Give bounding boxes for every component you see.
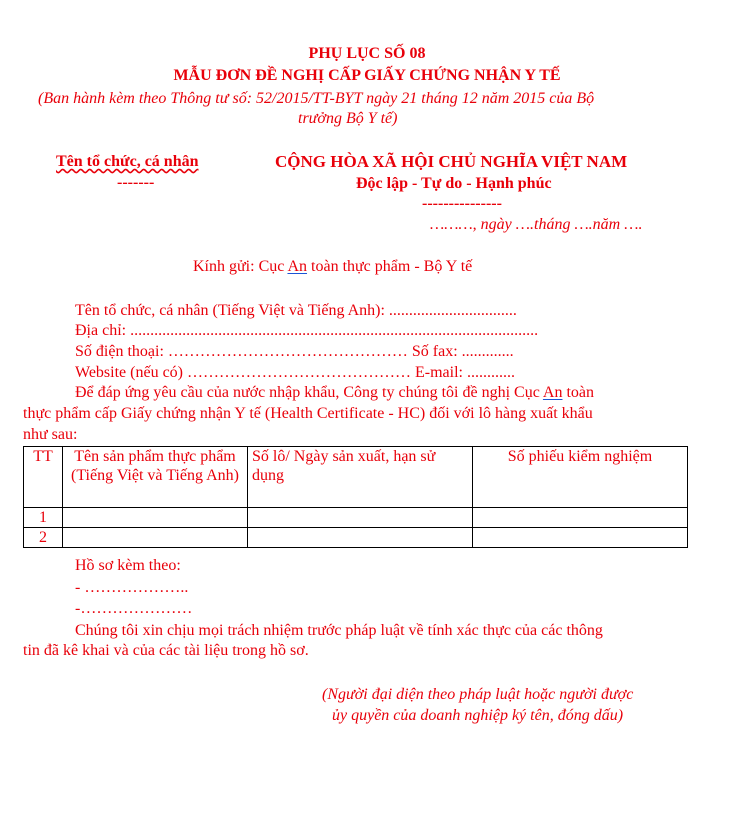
request-line1-underlined: An bbox=[542, 384, 563, 401]
request-line1-prefix: Để đáp ứng yêu cầu của nước nhập khẩu, Công ty chúng tôi đề nghị Cục bbox=[75, 384, 543, 401]
commitment-line2: tin đã kê khai và của các tài liệu trong hồ sơ. bbox=[23, 642, 309, 659]
attachment-item-1: - ……………….. bbox=[75, 579, 189, 596]
organization-name-label: Tên tổ chức, cá nhân bbox=[56, 153, 199, 170]
issued-note-line1: (Ban hành kèm theo Thông tư số: 52/2015/TT-BYT ngày 21 tháng 12 năm 2015 của Bộ bbox=[38, 90, 595, 107]
row-tt: 1 bbox=[24, 508, 63, 528]
attachments-label: Hồ sơ kèm theo: bbox=[75, 557, 181, 574]
table-header-row bbox=[24, 447, 688, 508]
row-test-cell[interactable] bbox=[473, 508, 688, 528]
recipient-prefix: Kính gửi: Cục bbox=[193, 258, 288, 275]
signature-note-line2: ủy quyền của doanh nghiệp ký tên, đóng dấu) bbox=[332, 707, 624, 724]
header-tt: TT bbox=[24, 447, 63, 508]
recipient-underlined: An bbox=[287, 258, 308, 275]
row-product-cell[interactable] bbox=[63, 528, 248, 548]
table-row bbox=[24, 528, 688, 548]
signature-note-line1: (Người đại diện theo pháp luật hoặc người được bbox=[322, 686, 634, 703]
annex-number: PHỤ LỤC SỐ 08 bbox=[308, 45, 426, 62]
request-line1-suffix: toàn bbox=[562, 384, 595, 401]
row-lot-cell[interactable] bbox=[248, 528, 473, 548]
header-test-number: Số phiếu kiểm nghiệm bbox=[473, 447, 688, 508]
motto: Độc lập - Tự do - Hạnh phúc bbox=[356, 175, 552, 192]
nation-heading: CỘNG HÒA XÃ HỘI CHỦ NGHĨA VIỆT NAM bbox=[275, 152, 628, 171]
attachment-item-2: -………………… bbox=[75, 600, 193, 617]
row-product-cell[interactable] bbox=[63, 508, 248, 528]
header-product: Tên sản phẩm thực phẩm (Tiếng Việt và Tiếng Anh) bbox=[63, 447, 248, 508]
header-lot: Số lô/ Ngày sản xuất, hạn sử dụng bbox=[248, 447, 473, 508]
org-name-field: Tên tổ chức, cá nhân (Tiếng Việt và Tiếng Anh): ................................ bbox=[75, 302, 517, 319]
website-email-field: Website (nếu có) …………………………………… E-mail: ............ bbox=[75, 364, 515, 381]
row-tt: 2 bbox=[24, 528, 63, 548]
recipient-suffix: toàn thực phẩm - Bộ Y tế bbox=[307, 258, 473, 275]
left-separator: ------- bbox=[117, 174, 155, 191]
phone-fax-field: Số điện thoại: ……………………………………… Số fax: ............. bbox=[75, 343, 514, 360]
product-table bbox=[23, 446, 688, 548]
table-row bbox=[24, 508, 688, 528]
request-line1 bbox=[75, 384, 594, 402]
form-title: MẪU ĐƠN ĐỀ NGHỊ CẤP GIẤY CHỨNG NHẬN Y TẾ bbox=[173, 67, 561, 84]
commitment-line1: Chúng tôi xin chịu mọi trách nhiệm trước pháp luật về tính xác thực của các thông bbox=[75, 622, 603, 639]
row-lot-cell[interactable] bbox=[248, 508, 473, 528]
issued-note-line2: trưởng Bộ Y tế) bbox=[298, 110, 398, 127]
recipient-line bbox=[193, 258, 472, 276]
address-field: Địa chỉ: ...................................................................................................... bbox=[75, 322, 539, 339]
request-line2: thực phẩm cấp Giấy chứng nhận Y tế (Health Certificate - HC) đối với lô hàng xuất khẩu bbox=[23, 405, 593, 422]
request-line3: như sau: bbox=[23, 426, 78, 443]
date-line: ………, ngày ….tháng ….năm …. bbox=[430, 216, 643, 233]
row-test-cell[interactable] bbox=[473, 528, 688, 548]
right-separator: --------------- bbox=[422, 195, 502, 212]
